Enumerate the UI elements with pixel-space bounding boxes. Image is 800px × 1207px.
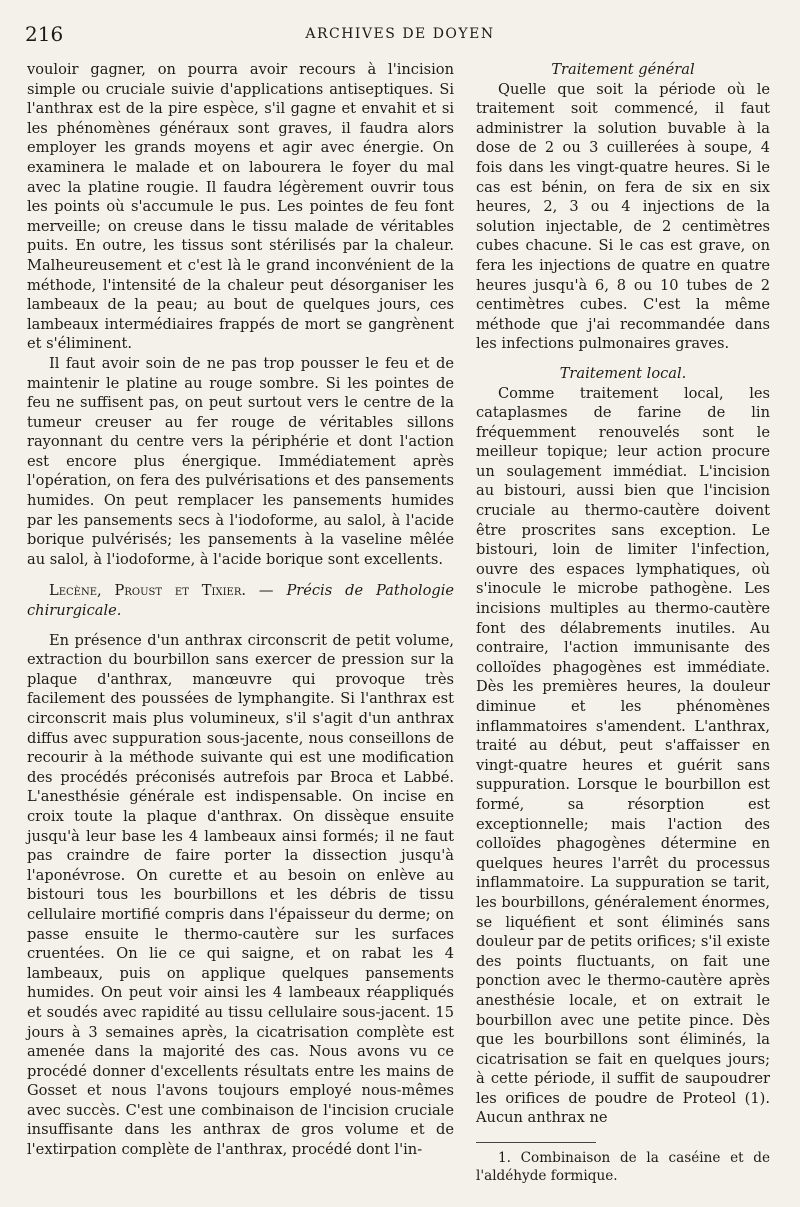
paragraph: Comme traitement local, les cataplasmes de farine de lin fréquemment renouvelés sont le meilleur topique; leur action procure un soulagement immédiat. L'incision au bistouri, aussi bien que l'incision cruciale au thermo-cautère doivent être proscrites sans exception. Le bistouri, loin de limiter l'infection, ouvre des espaces lymphatiques, où s'inocule le microbe pathogène. Les incisions multiples au thermo-cautère font des délabrements inutiles. Au contraire, l'action immunisante des colloïdes phagogènes est immédiate. Dès les premières heures, la douleur diminue et les phénomènes inflammatoires s'amendent. L'anthrax, traité au début, peut s'affaisser en vingt-quatre heures et guérit sans suppuration. Lorsque le bourbillon est formé, sa résorption est exceptionnelle; mais l'action des colloïdes phagogènes détermine en quelques heures l'arrêt du processus inflammatoire. La suppuration se tarit, les bourbillons, généralement énormes, se liquéfient et sont éliminés sans douleur par de petits orifices; s'il existe des points fluctuants, on fait une ponction avec le thermo-cautère après anesthésie locale, et on extrait le bourbillon avec une petite pince. Dès que les bourbillons sont éliminés, la cicatrisation se fait en quelques jours; à cette période, il suffit de saupoudrer les orifices de poudre de Proteol (1). Aucun anthrax ne (476, 384, 771, 1127)
paragraph: vouloir gagner, on pourra avoir recours à l'incision simple ou cruciale suivie d'applications antiseptiques. Si l'anthrax est de la pire espèce, s'il gagne et envahit et si les phénomènes généraux sont graves, il faudra alors employer les grands moyens et agir avec énergie. On examinera le malade et on labourera le foyer du mal avec la platine rougie. Il faudra légèrement ouvrir tous les points où s'accumule le pus. Les pointes de feu font merveille; on creuse dans le tissu malade de véritables puits. En outre, les tissus sont stérilisés par la chaleur. Malheureusement et c'est là le grand inconvénient de la méthode, l'intensité de la chaleur peut désorganiser les lambeaux de la peau; au bout de quelques jours, ces lambeaux intermédiaires frappés de mort se gangrènent et s'éliminent. (27, 61, 454, 353)
paragraph: En présence d'un anthrax circonscrit de petit volume, extraction du bourbillon sans exercer de pression sur la plaque d'anthrax, manœuvre qui provoque très facilement des poussées de lymphangite. Si l'anthrax est circonscrit mais plus volumineux, s'il s'agit d'un anthrax diffus avec suppuration sous-jacente, nous conseillons de recourir à la méthode suivante qui est une modification des procédés préconisés autrefois par Broca et Labbé. L'anesthésie générale est indispensable. On incise en croix toute la plaque d'anthrax. On dissèque ensuite jusqu'à leur base les 4 lambeaux ainsi formés; il ne faut pas craindre de faire porter la dissection jusqu'à l'aponévrose. On curette et au besoin on enlève au bistouri tous les bourbillons et les débris de tissu cellulaire mortifié compris dans l'épaisseur du derme; on passe ensuite le thermo-cautère sur les surfaces cruentées. On lie ce qui saigne, et on rabat les 4 lambeaux, puis on applique quelques pansements humides. On peut voir ainsi les 4 lambeaux réappliqués et soudés avec rapidité au tissu cellulaire sous-jacent. 15 jours à 3 semaines après, la cicatrisation complète est amenée dans la majorité des cas. Nous avons vu ce procédé donner d'excellents résultats entre les mains de Gosset et nous l'avons toujours employé nous-mêmes avec succès. C'est une combinaison de l'incision cruciale insuffisante dans les anthrax de gros volume et de l'extirpation complète de l'anthrax, procédé dont l'in- (27, 631, 454, 1159)
reference-heading (27, 581, 454, 620)
paragraph: Quelle que soit la période où le traitement soit commencé, il faut administrer la solution buvable à la dose de 2 ou 3 cuillerées à soupe, 4 fois dans les vingt-quatre heures. Si le cas est bénin, on fera de six en six heures, 2, 3 ou 4 injections de la solution injectable, de 2 centimètres cubes chacune. Si le cas est grave, on fera les injections de quatre en quatre heures jusqu'à 6, 8 ou 10 tubes de 2 centimètres cubes. C'est la même méthode que j'ai recommandée dans les infections pulmonaires graves. (476, 80, 770, 353)
footnote: 1. Combinaison de la caséine et de l'aldéhyde formique. (476, 1150, 770, 1185)
section-heading: Traitement général (551, 61, 695, 78)
paragraph: Il faut avoir soin de ne pas trop pousser le feu et de maintenir le platine au rouge sombre. Si les pointes de feu ne suffisent pas, on peut surtout vers le centre de la tumeur creuser au fer rouge de véritables sillons rayonnant du centre vers la périphérie et dont l'action est encore plus énergique. Immédiatement après l'opération, on fera des pulvérisations et des pansements humides. On peut remplacer les pansements humides par les pansements secs à l'iodoforme, au salol, à l'acide borique pulvérisés; les pansements à la vaseline mêlée au salol, à l'iodoforme, à l'acide borique sont excellents. (27, 354, 454, 568)
reference-dash: — (246, 582, 287, 600)
left-column (27, 60, 454, 1160)
running-head: ARCHIVES DE DOYEN (305, 26, 495, 42)
page-header (0, 22, 800, 52)
reference-authors: Lecène, Proust et Tixier. (49, 582, 247, 600)
reference-title: Précis de Pathologie chirurgicale. (27, 582, 454, 620)
right-column (476, 60, 770, 1185)
footnote-rule (476, 1142, 596, 1143)
page-number: 216 (25, 22, 64, 46)
section-heading: Traitement local. (559, 364, 687, 382)
